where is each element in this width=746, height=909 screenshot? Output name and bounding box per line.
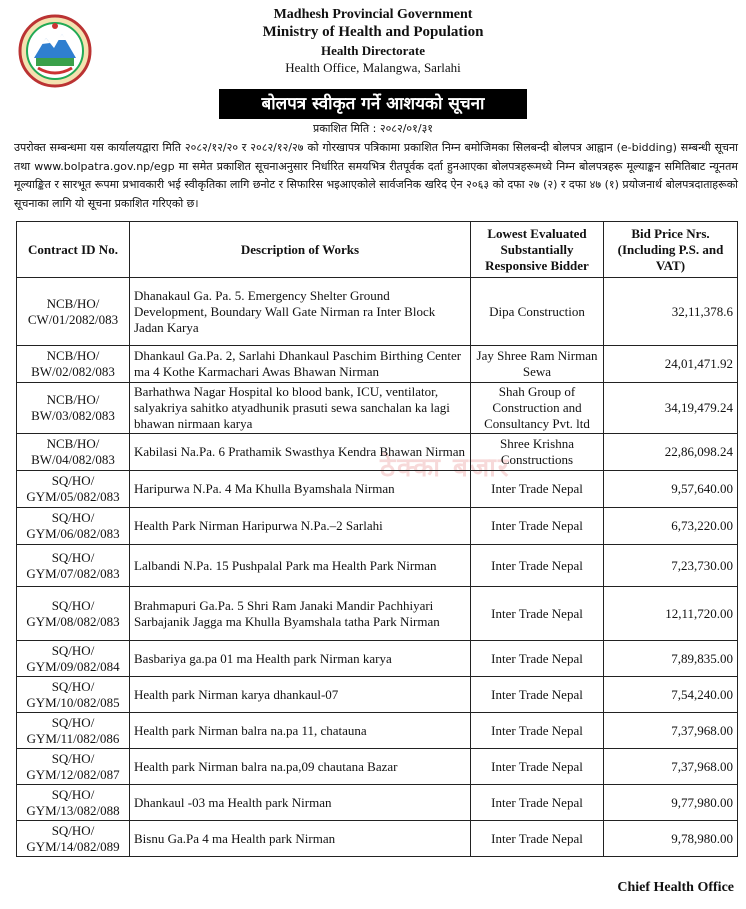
- letterhead: [0, 6, 746, 77]
- description-cell: Dhankaul -03 ma Health park Nirman: [130, 785, 471, 821]
- table-header-row: [17, 222, 738, 278]
- description-cell: Bisnu Ga.Pa 4 ma Health park Nirman: [130, 821, 471, 857]
- table-row: [17, 785, 738, 821]
- contract-id-cell: SQ/HO/ GYM/14/082/089: [17, 821, 130, 857]
- bid-price-cell: 7,23,730.00: [604, 545, 738, 587]
- bid-price-cell: 7,89,835.00: [604, 641, 738, 677]
- description-cell: Dhankaul Ga.Pa. 2, Sarlahi Dhankaul Paschim Birthing Center ma 4 Kothe Karmachari Awas Bhawan Nirman: [130, 346, 471, 383]
- contract-id-cell: SQ/HO/ GYM/05/082/083: [17, 471, 130, 508]
- bidder-cell: Jay Shree Ram Nirman Sewa: [471, 346, 604, 383]
- table-row: [17, 278, 738, 346]
- header-bidder: Lowest Evaluated Substantially Responsive Bidder: [471, 222, 604, 278]
- header-price: Bid Price Nrs. (Including P.S. and VAT): [604, 222, 738, 278]
- contract-id-cell: SQ/HO/ GYM/10/082/085: [17, 677, 130, 713]
- bidder-cell: Dipa Construction: [471, 278, 604, 346]
- contract-id-cell: SQ/HO/ GYM/11/082/086: [17, 713, 130, 749]
- table-row: [17, 677, 738, 713]
- contract-id-cell: NCB/HO/ BW/03/082/083: [17, 383, 130, 434]
- description-cell: Health park Nirman balra na.pa 11, chatauna: [130, 713, 471, 749]
- signatory: Chief Health Office: [617, 880, 734, 895]
- bid-price-cell: 9,77,980.00: [604, 785, 738, 821]
- header-description: Description of Works: [130, 222, 471, 278]
- table-row: [17, 587, 738, 641]
- bidder-cell: Inter Trade Nepal: [471, 677, 604, 713]
- watermark-text: ठेक्का बजार: [380, 453, 511, 483]
- bid-price-cell: 24,01,471.92: [604, 346, 738, 383]
- contract-id-cell: NCB/HO/ CW/01/2082/083: [17, 278, 130, 346]
- ministry-name: Ministry of Health and Population: [262, 24, 484, 40]
- bidder-cell: Inter Trade Nepal: [471, 785, 604, 821]
- table-row: [17, 641, 738, 677]
- description-cell: Health park Nirman balra na.pa,09 chautana Bazar: [130, 749, 471, 785]
- office-name: Health Office, Malangwa, Sarlahi: [285, 60, 461, 75]
- bid-price-cell: 9,78,980.00: [604, 821, 738, 857]
- description-cell: Health Park Nirman Haripurwa N.Pa.–2 Sarlahi: [130, 508, 471, 545]
- contract-id-cell: SQ/HO/ GYM/08/082/083: [17, 587, 130, 641]
- bidder-cell: Inter Trade Nepal: [471, 545, 604, 587]
- table-row: [17, 383, 738, 434]
- description-cell: Brahmapuri Ga.Pa. 5 Shri Ram Janaki Mandir Pachhiyari Sarbajanik Jagga ma Khulla Byamshala tatha Park Nirman: [130, 587, 471, 641]
- contract-id-cell: NCB/HO/ BW/04/082/083: [17, 434, 130, 471]
- bid-price-cell: 6,73,220.00: [604, 508, 738, 545]
- bid-price-cell: 12,11,720.00: [604, 587, 738, 641]
- bidder-cell: Inter Trade Nepal: [471, 587, 604, 641]
- description-cell: Lalbandi N.Pa. 15 Pushpalal Park ma Health Park Nirman: [130, 545, 471, 587]
- contract-id-cell: SQ/HO/ GYM/12/082/087: [17, 749, 130, 785]
- bid-price-cell: 7,37,968.00: [604, 713, 738, 749]
- description-cell: Haripurwa N.Pa. 4 Ma Khulla Byamshala Nirman: [130, 471, 471, 508]
- description-cell: Health park Nirman karya dhankaul-07: [130, 677, 471, 713]
- bid-price-cell: 22,86,098.24: [604, 434, 738, 471]
- contract-id-cell: SQ/HO/ GYM/13/082/088: [17, 785, 130, 821]
- bid-price-cell: 7,37,968.00: [604, 749, 738, 785]
- description-cell: Dhanakaul Ga. Pa. 5. Emergency Shelter Ground Development, Boundary Wall Gate Nirman ra Inter Block Jadan Karya: [130, 278, 471, 346]
- table-row: [17, 821, 738, 857]
- bid-price-cell: 7,54,240.00: [604, 677, 738, 713]
- table-row: [17, 713, 738, 749]
- contract-id-cell: SQ/HO/ GYM/09/082/084: [17, 641, 130, 677]
- table-row: [17, 508, 738, 545]
- contract-id-cell: SQ/HO/ GYM/06/082/083: [17, 508, 130, 545]
- bid-price-cell: 34,19,479.24: [604, 383, 738, 434]
- notice-title: बोलपत्र स्वीकृत गर्ने आशयको सूचना: [219, 89, 527, 119]
- bidder-cell: Inter Trade Nepal: [471, 821, 604, 857]
- table-row: [17, 471, 738, 508]
- header-contract-id: Contract ID No.: [17, 222, 130, 278]
- contract-id-cell: NCB/HO/ BW/02/082/083: [17, 346, 130, 383]
- published-date: प्रकाशित मिति : २०८२/०१/३१: [312, 122, 434, 135]
- bid-price-cell: 9,57,640.00: [604, 471, 738, 508]
- provincial-government-name: Madhesh Provincial Government: [273, 7, 473, 22]
- bidder-cell: Shree Krishna Constructions: [471, 434, 604, 471]
- table-row: [17, 346, 738, 383]
- contract-id-cell: SQ/HO/ GYM/07/082/083: [17, 545, 130, 587]
- description-cell: Basbariya ga.pa 01 ma Health park Nirman karya: [130, 641, 471, 677]
- bidder-cell: Shah Group of Construction and Consultancy Pvt. ltd: [471, 383, 604, 434]
- bidder-cell: Inter Trade Nepal: [471, 749, 604, 785]
- bidder-cell: Inter Trade Nepal: [471, 471, 604, 508]
- table-row: [17, 545, 738, 587]
- bidder-cell: Inter Trade Nepal: [471, 713, 604, 749]
- bidder-cell: Inter Trade Nepal: [471, 508, 604, 545]
- table-row: [17, 749, 738, 785]
- description-cell: Barhathwa Nagar Hospital ko blood bank, ICU, ventilator, salyakriya sahitko atyadhunik prasuti sewa sanchalan ka lagi bhawan nirmaan karya: [130, 383, 471, 434]
- table-row: [17, 434, 738, 471]
- bidder-cell: Inter Trade Nepal: [471, 641, 604, 677]
- intro-paragraph: उपरोक्त सम्बन्धमा यस कार्यालयद्वारा मिति २०८२/१२/२० र २०८२/१२/२७ को गोरखापत्र पत्रिकामा प्रकाशित निम्न बमोजिमका सिलबन्दी बोलपत्र आह्वान (e-bidding) सम्बन्धी सूचना तथा www.bolpatra.gov.np/egp मा समेत प्रकाशित सूचनाअनुसार निर्धारित समयभित्र रीतपूर्वक दर्ता हुनआएका बोलपत्रहरूमध्ये निम्न बोलपत्रहरू मूल्याङ्कन समितिबाट न्यूनतम मूल्याङ्कित र सारभूत रूपमा प्रभावकारी भई स्वीकृतिका लागि छनोट र सिफारिस भइआएकोले सार्वजनिक खरिद ऐन २०६३ को दफा २७ (२) र दफा ४७ (१) प्रयोजनार्थ बोलपत्रदाताहरूको सूचनाका लागि यो सूचना प्रकाशित गरिएको छ।: [14, 141, 738, 210]
- description-cell: Kabilasi Na.Pa. 6 Prathamik Swasthya Kendra Bhawan Nirman: [130, 434, 471, 471]
- bid-results-table: [16, 221, 738, 857]
- bid-price-cell: 32,11,378.6: [604, 278, 738, 346]
- directorate-name: Health Directorate: [320, 43, 426, 58]
